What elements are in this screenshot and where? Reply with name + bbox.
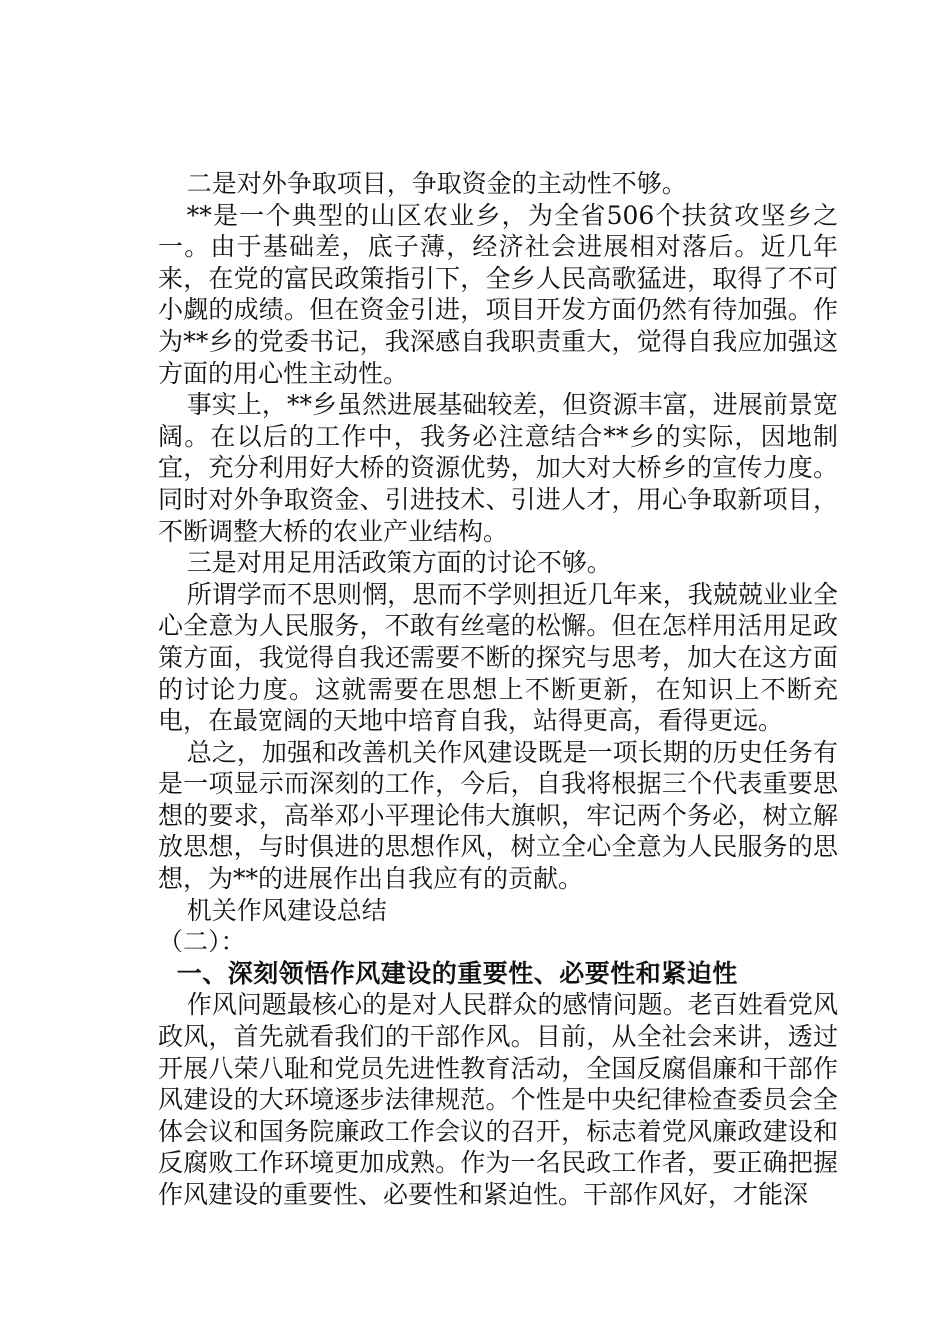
paragraph-conclusion: 总之，加强和改善机关作风建设既是一项长期的历史任务有是一项显示而深刻的工作，今后，自我将根据三个代表重要思想的要求，高举邓小平理论伟大旗帜，牢记两个务必，树立解放思想，与时俱进的思想作风，树立全心全意为人民服务的思想，为**的进展作出自我应有的贡献。	[158, 737, 838, 894]
paragraph-township-background: **是一个典型的山区农业乡，为全省506个扶贫攻坚乡之一。由于基础差，底子薄，经济社会进展相对落后。近几年来，在党的富民政策指引下，全乡人民高歌猛进，取得了不可小觑的成绩。但在资金引进，项目开发方面仍然有待加强。作为**乡的党委书记，我深感自我职责重大，觉得自我应加强这方面的用心性主动性。	[158, 200, 838, 388]
paragraph-learning-thinking: 所谓学而不思则惘，思而不学则担近几年来，我兢兢业业全心全意为人民服务，不敢有丝毫的松懈。但在怎样用活用足政策方面，我觉得自我还需要不断的探究与思考，加大在这方面的讨论力度。这就需要在思想上不断更新，在知识上不断充电，在最宽阔的天地中培育自我，站得更高，看得更远。	[158, 579, 838, 736]
paragraph-part-number: （二）：	[158, 927, 246, 957]
section-heading-one: 一、深刻领悟作风建设的重要性、必要性和紧迫性	[176, 958, 738, 988]
document-body	[158, 168, 838, 1211]
paragraph-resources-prospects: 事实上，**乡虽然进展基础较差，但资源丰富，进展前景宽阔。在以后的工作中，我务必注意结合**乡的实际，因地制宜，充分利用好大桥的资源优势，加大对大桥乡的宣传力度。同时对外争取资金、引进技术、引进人才，用心争取新项目，不断调整大桥的农业产业结构。	[158, 390, 838, 546]
paragraph-point-two-heading: 二是对外争取项目，争取资金的主动性不够。	[186, 169, 687, 198]
paragraph-point-three-heading: 三是对用足用活政策方面的讨论不够。	[186, 548, 612, 578]
paragraph-summary-title: 机关作风建设总结	[186, 895, 387, 925]
paragraph-work-style-core: 作风问题最核心的是对人民群众的感情问题。老百姓看党风政风，首先就看我们的干部作风。目前，从全社会来讲，透过开展八荣八耻和党员先进性教育活动，全国反腐倡廉和干部作风建设的大环境逐步法律规范。个性是中央纪律检查委员会全体会议和国务院廉政工作会议的召开，标志着党风廉政建设和反腐败工作环境更加成熟。作为一名民政工作者，要正确把握作风建设的重要性、必要性和紧迫性。干部作风好，才能深	[158, 990, 838, 1209]
